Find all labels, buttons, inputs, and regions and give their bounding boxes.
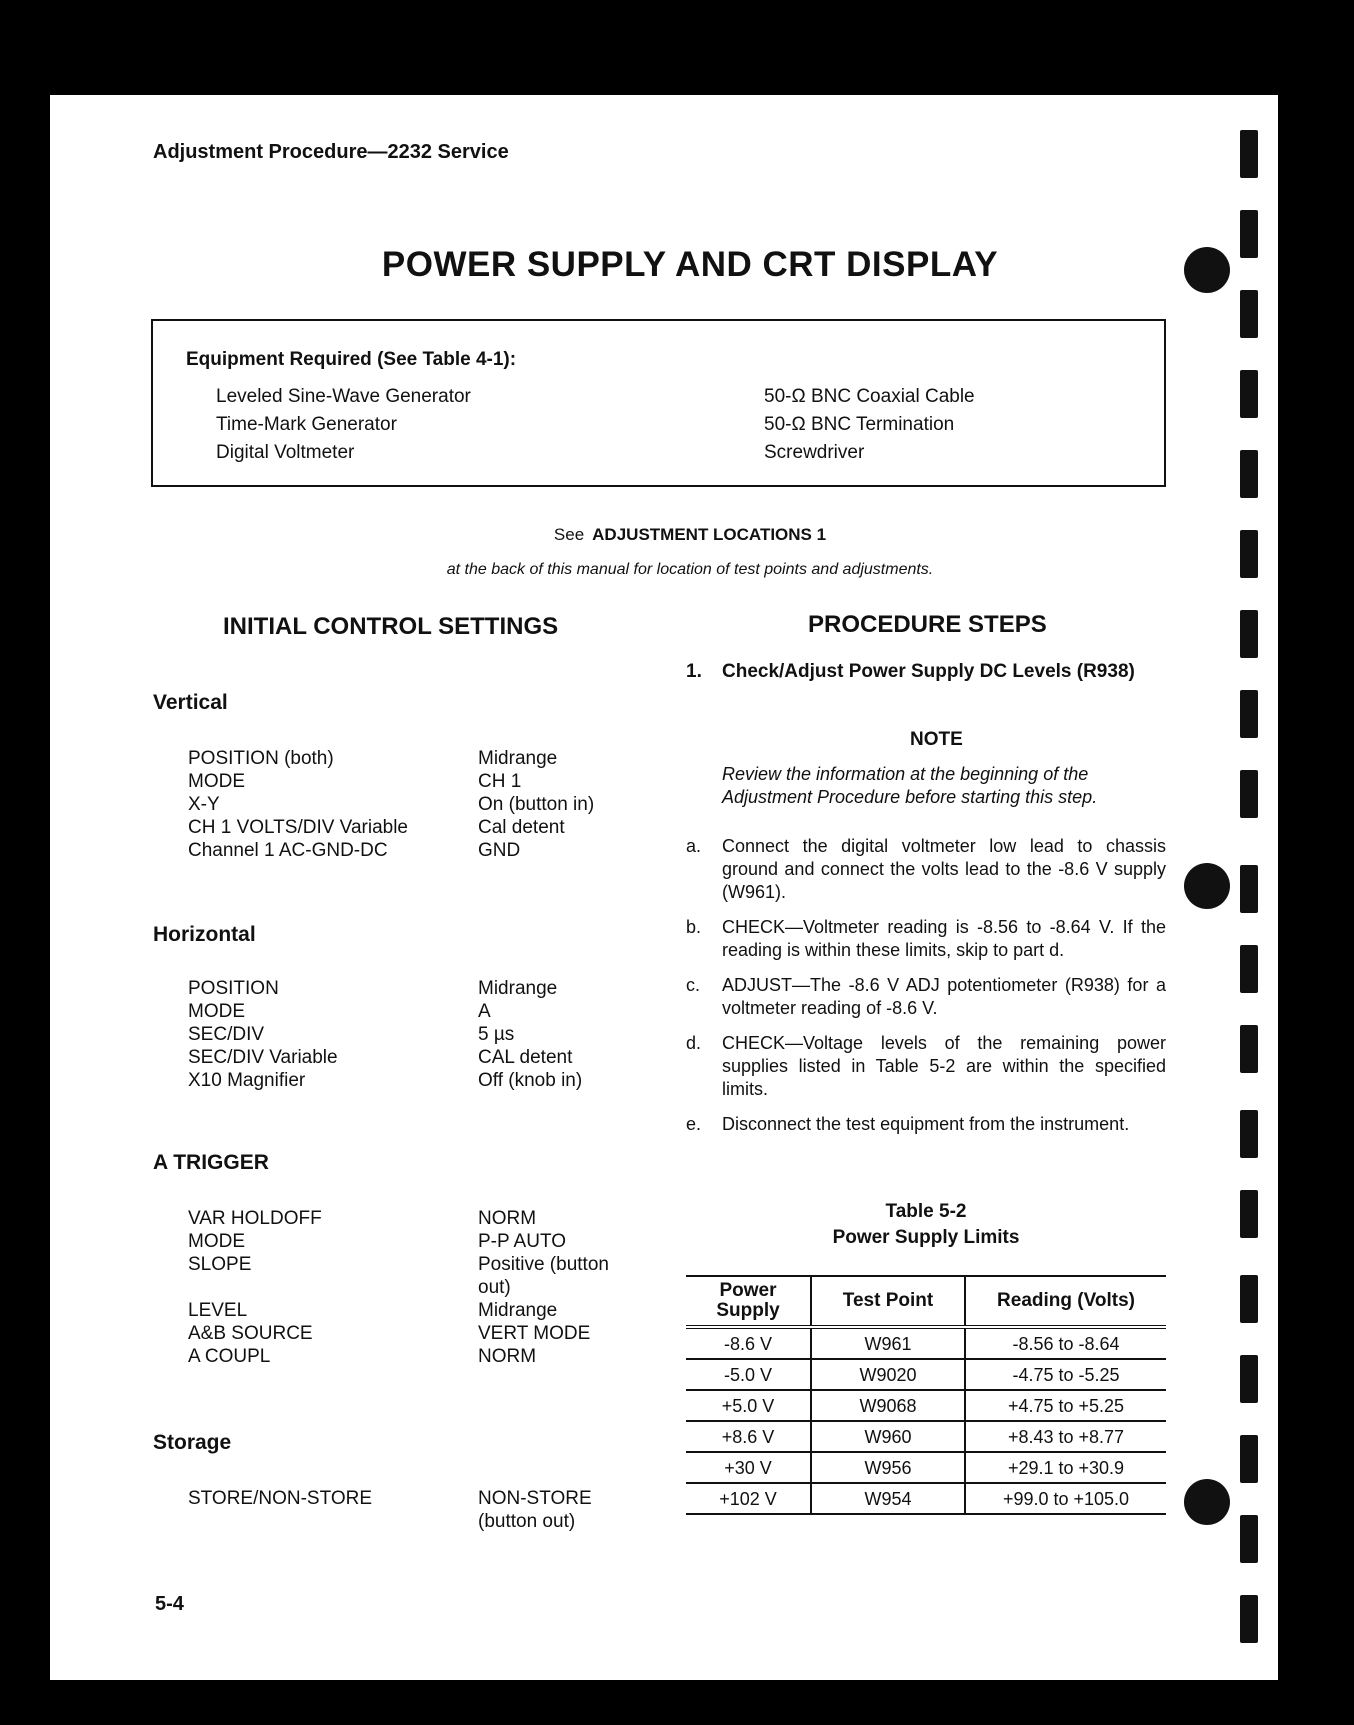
setting-row (188, 1322, 658, 1345)
procedure-heading: PROCEDURE STEPS (808, 611, 1047, 638)
section-horizontal: Horizontal (153, 923, 256, 946)
section-vertical: Vertical (153, 691, 228, 714)
equipment-item: Digital Voltmeter (216, 442, 355, 463)
binder-hole-icon (1184, 1479, 1230, 1525)
substep (686, 1113, 1166, 1136)
setting-row (188, 1207, 658, 1230)
setting-control: A&B SOURCE (188, 1323, 313, 1344)
setting-row (188, 1345, 658, 1368)
storage-settings (188, 1487, 658, 1533)
table-cell: W960 (811, 1421, 965, 1452)
index-tab-mark (1240, 290, 1258, 338)
table-cell: +29.1 to +30.9 (965, 1452, 1166, 1483)
table-cell: W9020 (811, 1359, 965, 1390)
index-tab-mark (1240, 1515, 1258, 1563)
equipment-list-right (764, 383, 975, 467)
setting-control: MODE (188, 771, 245, 792)
setting-control: MODE (188, 1231, 245, 1252)
step-title: Check/Adjust Power Supply DC Levels (R938) (722, 661, 1135, 682)
see-prefix: See (553, 525, 585, 544)
setting-value: GND (478, 840, 521, 861)
index-tab-mark (1240, 1355, 1258, 1403)
setting-row (188, 1299, 658, 1322)
table-cell: +8.43 to +8.77 (965, 1421, 1166, 1452)
setting-control: A COUPL (188, 1346, 271, 1367)
setting-control: MODE (188, 1001, 245, 1022)
equipment-list-left (216, 383, 471, 467)
table-header-cell: Power Supply (686, 1276, 811, 1327)
substep-letter: b. (686, 917, 702, 937)
equipment-item: Leveled Sine-Wave Generator (216, 386, 471, 407)
section-storage: Storage (153, 1431, 232, 1454)
index-tab-mark (1240, 1025, 1258, 1073)
see-ref: ADJUSTMENT LOCATIONS 1 (592, 525, 827, 544)
setting-value: CAL detent (478, 1047, 573, 1068)
table-row (686, 1452, 1166, 1483)
horizontal-settings (188, 977, 658, 1092)
table-cell: -4.75 to -5.25 (965, 1359, 1166, 1390)
table-row (686, 1359, 1166, 1390)
setting-control: POSITION (both) (188, 748, 334, 769)
page-number: 5-4 (155, 1593, 184, 1615)
setting-value: Midrange (478, 748, 558, 769)
equipment-item: Screwdriver (764, 442, 865, 463)
index-tab-mark (1240, 450, 1258, 498)
table-cell: +5.0 V (686, 1390, 811, 1421)
setting-control: Channel 1 AC-GND-DC (188, 840, 388, 861)
setting-control: LEVEL (188, 1300, 248, 1321)
setting-row (188, 1069, 658, 1092)
setting-value: A (478, 1001, 491, 1022)
substep-letter: c. (686, 975, 701, 995)
substep (686, 916, 1166, 962)
index-tab-mark (1240, 690, 1258, 738)
setting-row (188, 1046, 658, 1069)
equipment-item: 50-Ω BNC Termination (764, 414, 955, 435)
index-tab-mark (1240, 1435, 1258, 1483)
page-title: POWER SUPPLY AND CRT DISPLAY (381, 245, 999, 284)
substep-text: ADJUST—The -8.6 V ADJ potentiometer (R938) for a voltmeter reading of -8.6 V. (722, 975, 1166, 1018)
substep-text: Connect the digital voltmeter low lead to chassis ground and connect the volts lead to the -8.6 V supply (W961). (722, 836, 1166, 902)
note-text: Review the information at the beginning of the Adjustment Procedure before starting this step. (722, 764, 1098, 807)
document-page (50, 95, 1278, 1680)
setting-row (188, 1253, 658, 1299)
equipment-item: Time-Mark Generator (216, 414, 397, 435)
setting-value: NORM (478, 1208, 537, 1229)
table-cell: +8.6 V (686, 1421, 811, 1452)
table-caption: Power Supply Limits (832, 1227, 1020, 1248)
setting-row (188, 977, 658, 1000)
substep-letter: a. (686, 836, 702, 856)
table-row (686, 1421, 1166, 1452)
table-cell: +99.0 to +105.0 (965, 1483, 1166, 1514)
running-head: Adjustment Procedure—2232 Service (153, 141, 509, 163)
index-tab-mark (1240, 610, 1258, 658)
setting-control: SEC/DIV (188, 1024, 265, 1045)
table-header-cell: Test Point (811, 1276, 965, 1327)
power-supply-limits-table (686, 1275, 1166, 1515)
setting-control: POSITION (188, 978, 279, 999)
note-label: NOTE (910, 729, 963, 750)
table-row (686, 1483, 1166, 1514)
setting-control: X-Y (188, 794, 220, 815)
setting-control: X10 Magnifier (188, 1070, 306, 1091)
index-tab-mark (1240, 770, 1258, 818)
index-tab-mark (1240, 945, 1258, 993)
index-tab-mark (1240, 210, 1258, 258)
substep-text: Disconnect the test equipment from the instrument. (722, 1114, 1130, 1134)
table-row (686, 1390, 1166, 1421)
table-cell: W954 (811, 1483, 965, 1514)
trigger-settings (188, 1207, 658, 1368)
setting-value: Off (knob in) (478, 1070, 583, 1091)
index-tab-mark (1240, 1110, 1258, 1158)
setting-value: On (button in) (478, 794, 595, 815)
table-header-cell: Reading (Volts) (965, 1276, 1166, 1327)
setting-row (188, 1230, 658, 1253)
setting-value: P-P AUTO (478, 1231, 566, 1252)
setting-control: VAR HOLDOFF (188, 1208, 322, 1229)
index-tab-mark (1240, 1595, 1258, 1643)
setting-control: STORE/NON-STORE (188, 1488, 373, 1509)
setting-value: Midrange (478, 978, 558, 999)
index-tab-mark (1240, 865, 1258, 913)
setting-row (188, 747, 658, 770)
binder-hole-icon (1184, 863, 1230, 909)
see-reference (50, 525, 1330, 545)
index-tab-mark (1240, 370, 1258, 418)
setting-value: 5 µs (478, 1024, 515, 1045)
setting-value: NON-STORE (button out) (478, 1488, 592, 1532)
table-cell: -8.56 to -8.64 (965, 1327, 1166, 1359)
substep (686, 974, 1166, 1020)
table-cell: +4.75 to +5.25 (965, 1390, 1166, 1421)
substep-letter: e. (686, 1114, 702, 1134)
table-cell: W956 (811, 1452, 965, 1483)
setting-row (188, 1023, 658, 1046)
table-cell: -8.6 V (686, 1327, 811, 1359)
index-tab-mark (1240, 530, 1258, 578)
setting-row (188, 1487, 658, 1533)
setting-row (188, 793, 658, 816)
table-cell: +102 V (686, 1483, 811, 1514)
equipment-item: 50-Ω BNC Coaxial Cable (764, 386, 975, 407)
step-heading (686, 660, 1135, 684)
setting-value: NORM (478, 1346, 537, 1367)
table-cell: W961 (811, 1327, 965, 1359)
setting-row (188, 816, 658, 839)
setting-row (188, 770, 658, 793)
table-cell: +30 V (686, 1452, 811, 1483)
see-note: at the back of this manual for location of test points and adjustments. (446, 561, 934, 578)
substep-text: CHECK—Voltmeter reading is -8.56 to -8.64 V. If the reading is within these limits, skip to part d. (722, 917, 1166, 960)
setting-control: CH 1 VOLTS/DIV Variable (188, 817, 408, 838)
equipment-heading: Equipment Required (See Table 4-1): (186, 349, 517, 370)
table-cell: -5.0 V (686, 1359, 811, 1390)
vertical-settings (188, 747, 658, 862)
index-tab-mark (1240, 1190, 1258, 1238)
setting-value: Cal detent (478, 817, 565, 838)
section-a-trigger: A TRIGGER (153, 1151, 269, 1174)
table-cell: W9068 (811, 1390, 965, 1421)
table-number: Table 5-2 (885, 1201, 967, 1222)
initial-settings-heading: INITIAL CONTROL SETTINGS (223, 613, 559, 640)
substep (686, 1032, 1166, 1101)
setting-row (188, 839, 658, 862)
step-number: 1. (686, 661, 702, 682)
setting-value: Midrange (478, 1300, 558, 1321)
setting-control: SLOPE (188, 1254, 252, 1275)
equipment-box (151, 319, 1166, 487)
table-row (686, 1327, 1166, 1359)
setting-row (188, 1000, 658, 1023)
substep (686, 835, 1166, 904)
setting-value: CH 1 (478, 771, 522, 792)
setting-value: VERT MODE (478, 1323, 591, 1344)
table-header-row (686, 1276, 1166, 1327)
index-tab-mark (1240, 130, 1258, 178)
setting-control: SEC/DIV Variable (188, 1047, 338, 1068)
binder-hole-icon (1184, 247, 1230, 293)
substep-list (686, 835, 1166, 1148)
index-tab-mark (1240, 1275, 1258, 1323)
substep-text: CHECK—Voltage levels of the remaining power supplies listed in Table 5-2 are within the specified limits. (722, 1033, 1166, 1099)
substep-letter: d. (686, 1033, 702, 1053)
setting-value: Positive (button out) (478, 1254, 609, 1298)
